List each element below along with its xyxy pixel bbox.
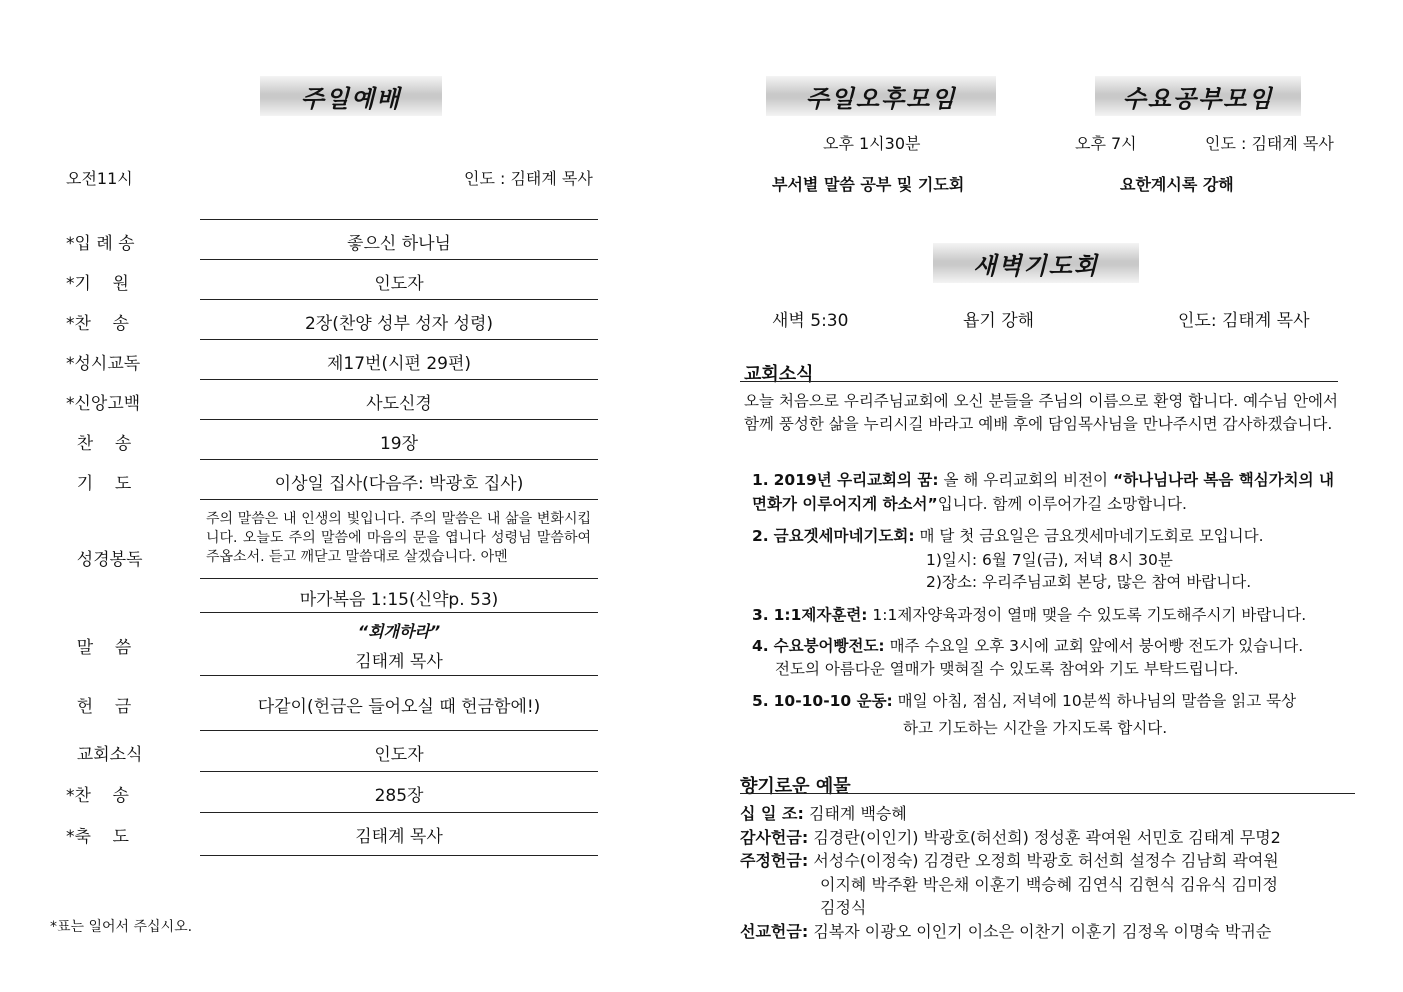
wednesday-title: 수요공부모임 bbox=[1095, 76, 1301, 116]
news-item-num: 4. bbox=[752, 637, 769, 655]
news-item-5-detail: 하고 기도하는 시간을 가지도록 합시다. bbox=[903, 719, 1168, 737]
offering-label: 선교헌금: bbox=[740, 922, 809, 941]
order-label: *찬 송 bbox=[66, 314, 129, 334]
news-item-2 bbox=[752, 524, 1264, 548]
offering-heading: 향기로운 예물 bbox=[740, 776, 851, 797]
order-value: 2장(찬양 성부 성자 성령) bbox=[304, 314, 494, 334]
order-divider bbox=[200, 855, 598, 856]
order-value: 인도자 bbox=[374, 745, 424, 765]
order-divider bbox=[200, 419, 598, 420]
offering-label: 감사헌금: bbox=[740, 828, 809, 847]
order-divider bbox=[200, 812, 598, 813]
afternoon-title: 주일오후모임 bbox=[766, 76, 996, 116]
news-item-text: 매 달 첫 금요일은 금요겟세마네기도회로 모입니다. bbox=[914, 527, 1264, 545]
wednesday-time: 오후 7시 bbox=[1075, 134, 1137, 153]
news-item-5 bbox=[752, 689, 1296, 713]
order-value: 인도자 bbox=[374, 274, 424, 294]
order-divider bbox=[200, 675, 598, 676]
offering-names-continued: 이지혜 박주환 박은채 이훈기 백승혜 김연식 김현식 김유식 김미정 bbox=[820, 875, 1279, 894]
order-label: *입 례 송 bbox=[66, 234, 135, 254]
news-item-title: 10-10-10 운동: bbox=[773, 692, 893, 710]
order-divider bbox=[200, 771, 598, 772]
order-divider bbox=[200, 339, 598, 340]
offering-divider bbox=[740, 793, 1355, 794]
news-item-num: 3. bbox=[752, 606, 769, 624]
news-item-1 bbox=[752, 468, 1338, 516]
news-item-text: 입니다. 함께 이루어가길 소망합니다. bbox=[937, 495, 1187, 513]
news-item-4-detail: 전도의 아름다운 열매가 맺혀질 수 있도록 참여와 기도 부탁드립니다. bbox=[775, 660, 1239, 678]
order-divider bbox=[200, 612, 598, 613]
order-label: 찬 송 bbox=[66, 434, 132, 454]
order-value: 285장 bbox=[374, 786, 424, 806]
news-item-title: 1:1제자훈련: bbox=[773, 606, 868, 624]
order-divider bbox=[200, 730, 598, 731]
worship-leader: 인도 : 김태계 목사 bbox=[464, 169, 593, 188]
dawn-desc: 욥기 강해 bbox=[963, 311, 1035, 331]
order-divider bbox=[200, 499, 598, 500]
news-item-num: 1. bbox=[752, 471, 769, 489]
order-value: 이상일 집사(다음주: 박광호 집사) bbox=[274, 474, 524, 494]
order-label: *성시교독 bbox=[66, 354, 141, 374]
news-item-num: 2. bbox=[752, 527, 769, 545]
offering-names-continued: 김정식 bbox=[820, 898, 867, 917]
news-item-title: 금요겟세마네기도회: bbox=[773, 527, 915, 545]
offering-row-weekly bbox=[740, 849, 1340, 872]
order-label: 말 씀 bbox=[66, 638, 132, 658]
order-divider bbox=[200, 459, 598, 460]
offering-names: 김경란(이인기) 박광호(허선희) 정성훈 곽여원 서민호 김태계 무명2 bbox=[813, 828, 1281, 847]
order-label: 헌 금 bbox=[66, 697, 132, 717]
dawn-title: 새벽기도회 bbox=[933, 243, 1139, 283]
dawn-time: 새벽 5:30 bbox=[772, 311, 849, 331]
sermon-title: “회개하라” bbox=[357, 622, 441, 641]
order-value: 김태계 목사 bbox=[355, 827, 443, 847]
order-label: *신앙고백 bbox=[66, 394, 141, 414]
offering-names: 서성수(이정숙) 김경란 오정희 박광호 허선희 설정수 김남희 곽여원 bbox=[813, 851, 1279, 870]
order-label: *찬 송 bbox=[66, 786, 129, 806]
wednesday-desc: 요한계시록 강해 bbox=[1120, 175, 1234, 194]
news-item-title: 수요붕어빵전도: bbox=[773, 637, 885, 655]
offering-row-thanks bbox=[740, 826, 1340, 849]
offering-label: 주정헌금: bbox=[740, 851, 809, 870]
order-label: 성경봉독 bbox=[66, 550, 143, 570]
order-divider bbox=[200, 299, 598, 300]
order-divider bbox=[200, 259, 598, 260]
order-value: 19장 bbox=[379, 434, 419, 454]
news-item-2-detail-1: 1)일시: 6월 7일(금), 저녁 8시 30분 bbox=[926, 551, 1173, 569]
order-value: 사도신경 bbox=[366, 394, 432, 414]
news-item-3 bbox=[752, 603, 1306, 627]
news-item-emphasis: “하나님나라 복음 핵심가치의 내면화가 이루어지게 하소서” bbox=[752, 471, 1334, 513]
news-item-text: 매일 아침, 점심, 저녁에 10분씩 하나님의 말씀을 읽고 묵상 bbox=[892, 692, 1297, 710]
offering-row-tithe bbox=[740, 802, 1340, 825]
offering-label: 십 일 조: bbox=[740, 804, 804, 823]
worship-time: 오전11시 bbox=[66, 169, 133, 188]
news-item-4 bbox=[752, 634, 1303, 658]
afternoon-desc: 부서별 말씀 공부 및 기도회 bbox=[772, 175, 965, 194]
scripture-prayer: 주의 말씀은 내 인생의 빛입니다. 주의 말씀은 내 삶을 변화시킵니다. 오늘도 주의 말씀에 마음의 문을 엽니다 성령님 말씀하여 주옵소서. 듣고 깨닫고 말씀대로 살겠습니다. 아멘 bbox=[206, 511, 591, 565]
news-item-2-detail-2: 2)장소: 우리주님교회 본당, 많은 참여 바랍니다. bbox=[926, 573, 1252, 591]
news-item-text: 매주 수요일 오후 3시에 교회 앞에서 붕어빵 전도가 있습니다. bbox=[884, 637, 1304, 655]
order-label: *축 도 bbox=[66, 827, 129, 847]
news-item-num: 5. bbox=[752, 692, 769, 710]
news-heading: 교회소식 bbox=[744, 364, 814, 385]
sermon-preacher: 김태계 목사 bbox=[355, 652, 443, 672]
afternoon-time: 오후 1시30분 bbox=[823, 134, 921, 153]
scripture-reference: 마가복음 1:15(신약p. 53) bbox=[299, 590, 499, 610]
order-value: 다같이(헌금은 들어오실 때 헌금함에!) bbox=[257, 697, 541, 717]
news-intro: 오늘 처음으로 우리주님교회에 오신 분들을 주님의 이름으로 환영 합니다. 예수님 안에서 함께 풍성한 삶을 누리시길 바라고 예배 후에 담임목사님을 만나주시면 감사하겠습니다. bbox=[744, 392, 1338, 433]
news-item-text: 1:1제자양육과정이 열매 맺을 수 있도록 기도해주시기 바랍니다. bbox=[867, 606, 1307, 624]
worship-title: 주일예배 bbox=[260, 76, 442, 116]
order-value: 좋으신 하나님 bbox=[347, 234, 451, 254]
order-label: *기 원 bbox=[66, 274, 129, 294]
offering-names: 김복자 이광오 이인기 이소은 이찬기 이훈기 김정옥 이명숙 박귀순 bbox=[813, 922, 1272, 941]
news-item-title: 2019년 우리교회의 꿈: bbox=[773, 471, 939, 489]
standing-footnote: *표는 일어서 주십시오. bbox=[50, 919, 193, 935]
order-value: 제17번(시편 29편) bbox=[326, 354, 472, 374]
offering-names: 김태계 백승혜 bbox=[809, 804, 907, 823]
news-item-text: 올 해 우리교회의 비전이 bbox=[938, 471, 1113, 489]
dawn-leader: 인도: 김태계 목사 bbox=[1178, 311, 1310, 331]
order-label: 교회소식 bbox=[66, 745, 143, 765]
order-divider bbox=[200, 578, 598, 579]
order-divider bbox=[200, 379, 598, 380]
news-divider bbox=[740, 381, 1338, 382]
order-label: 기 도 bbox=[66, 474, 132, 494]
wednesday-leader: 인도 : 김태계 목사 bbox=[1205, 134, 1334, 153]
order-divider bbox=[200, 219, 598, 220]
offering-row-mission bbox=[740, 920, 1340, 943]
